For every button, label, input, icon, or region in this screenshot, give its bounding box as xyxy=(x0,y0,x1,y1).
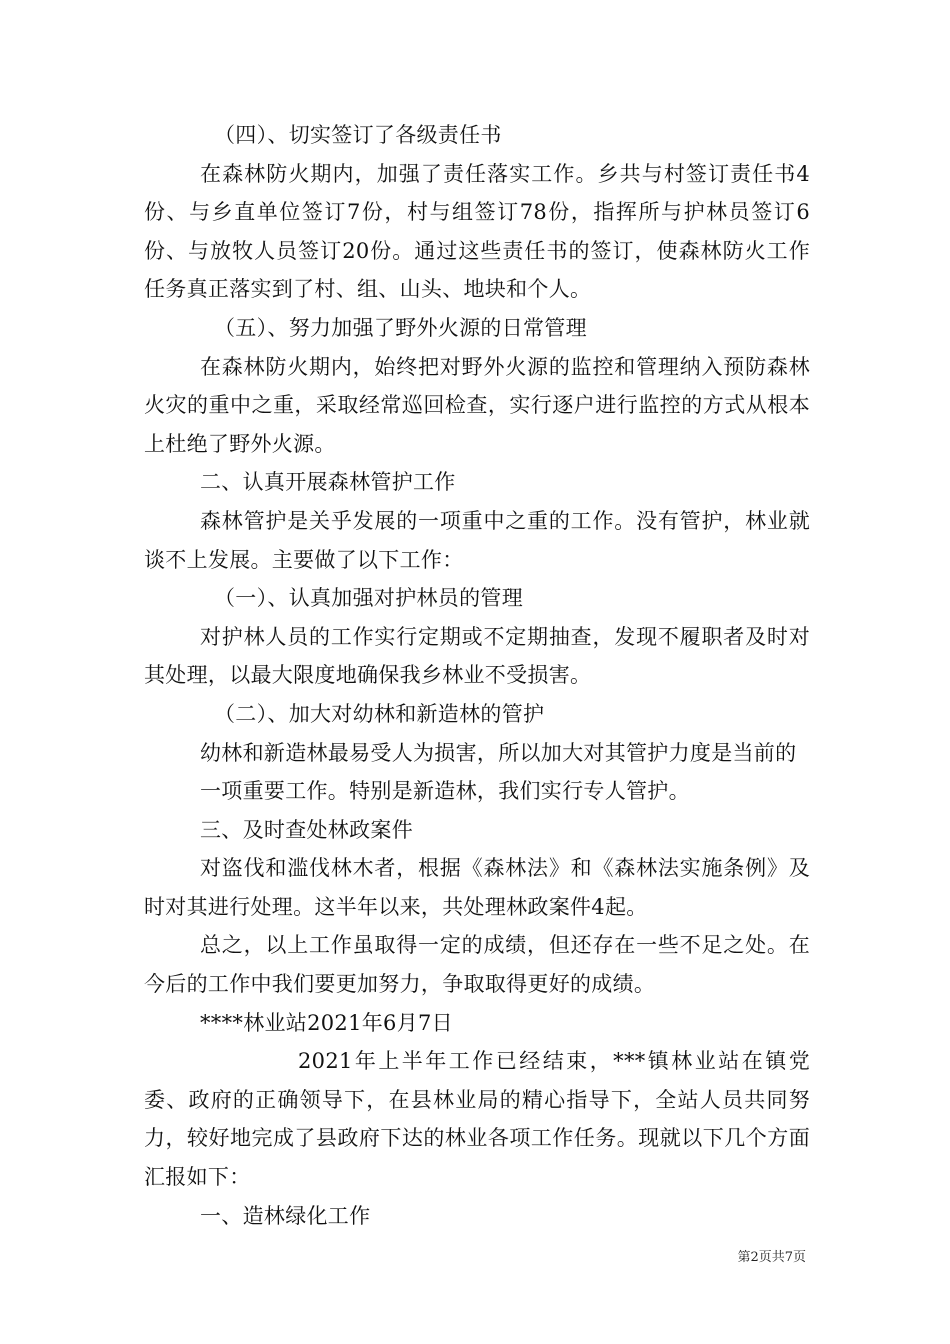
section-heading-4: （四）、切实签订了各级责任书 xyxy=(214,123,502,147)
section-heading-afforestation: 一、造林绿化工作 xyxy=(200,1203,371,1228)
signature-date: ****林业站2021年6月7日 xyxy=(200,1010,453,1035)
paragraph-young-forest-cont: 一项重要工作。特别是新造林，我们实行专人管护。 xyxy=(200,779,690,804)
paragraph-report-intro: 2021年上半年工作已经结束，***镇林业站在镇党委、政府的正确领导下，在县林业局的精心指导下，全站人员共同努力，较好地完成了县政府下达的林业各项工作任务。现就以下几个方面汇报如下： xyxy=(144,1049,810,1190)
paragraph-forest-protection: 森林管护是关乎发展的一项重中之重的工作。没有管护，林业就谈不上发展。主要做了以下工作： xyxy=(144,508,810,572)
document-body xyxy=(144,116,810,1235)
page-number: 第2页共7页 xyxy=(737,1250,806,1265)
subsection-heading-1: （一）、认真加强对护林员的管理 xyxy=(214,586,523,611)
paragraph-young-forest: 幼林和新造林最易受人为损害，所以加大对其管护力度是当前的 xyxy=(200,740,797,765)
section-heading-2: 二、认真开展森林管护工作 xyxy=(200,470,456,495)
paragraph-summary: 总之，以上工作虽取得一定的成绩，但还存在一些不足之处。在今后的工作中我们要更加努力，争取取得更好的成绩。 xyxy=(144,933,810,997)
subsection-heading-2: （二）、加大对幼林和新造林的管护 xyxy=(214,701,545,726)
section-heading-5: （五）、努力加强了野外火源的日常管理 xyxy=(214,315,587,340)
paragraph-fire-source: 在森林防火期内，始终把对野外火源的监控和管理纳入预防森林火灾的重中之重，采取经常巡回检查，实行逐户进行监控的方式从根本上杜绝了野外火源。 xyxy=(144,354,810,456)
paragraph-forest-cases: 对盗伐和滥伐林木者，根据《森林法》和《森林法实施条例》及时对其进行处理。这半年以来，共处理林政案件4起。 xyxy=(144,856,810,919)
paragraph-ranger-management: 对护林人员的工作实行定期或不定期抽查，发现不履职者及时对其处理，以最大限度地确保我乡林业不受损害。 xyxy=(144,624,810,688)
paragraph-responsibility: 在森林防火期内，加强了责任落实工作。乡共与村签订责任书4份、与乡直单位签订7份，村与组签订78份，指挥所与护林员签订6份、与放牧人员签订20份。通过这些责任书的签订，使森林防火工作任务真正落实到了村、组、山头、地块和个人。 xyxy=(144,161,810,302)
section-heading-3: 三、及时查处林政案件 xyxy=(200,817,413,842)
